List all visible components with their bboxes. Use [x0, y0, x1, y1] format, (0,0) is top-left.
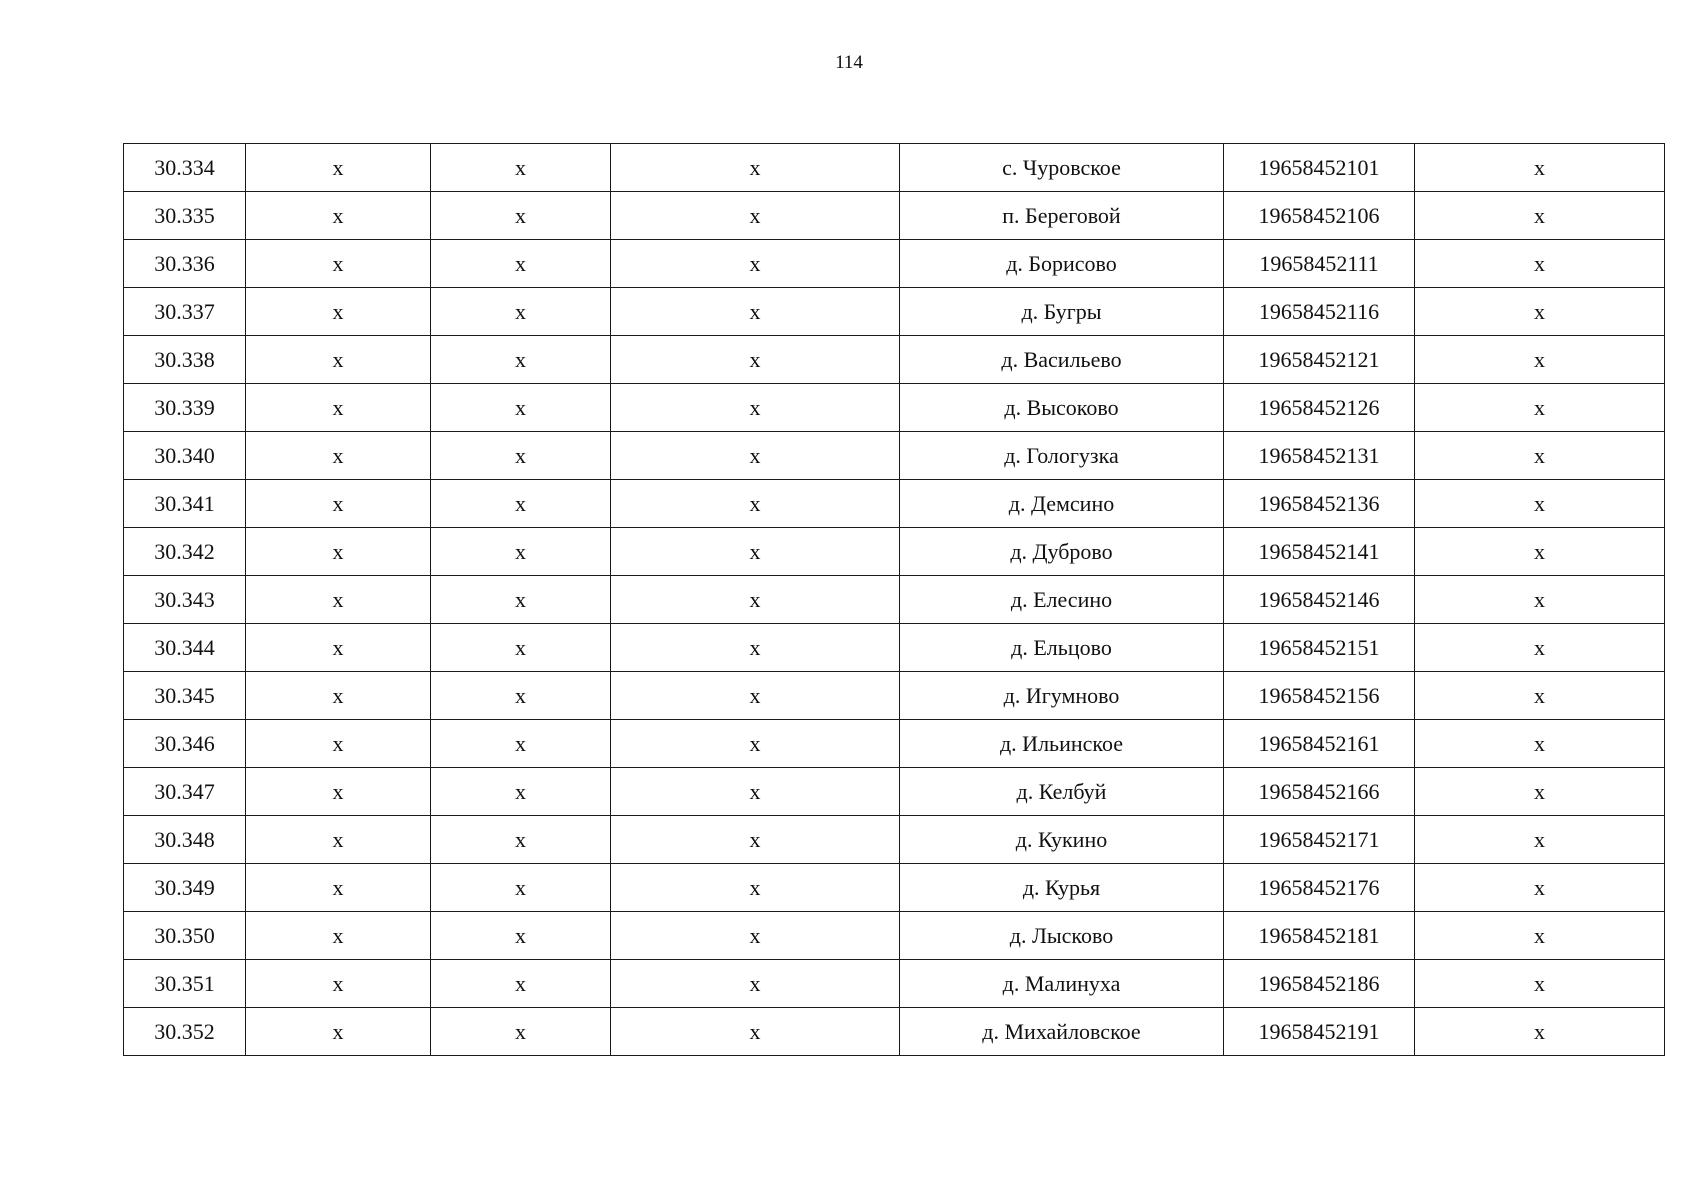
x-cell: x [611, 960, 900, 1008]
settlement-name-cell: д. Васильево [900, 336, 1224, 384]
x-cell: x [611, 576, 900, 624]
oktmo-code-cell: 19658452136 [1224, 480, 1415, 528]
x-cell: x [246, 432, 431, 480]
oktmo-code-cell: 19658452151 [1224, 624, 1415, 672]
x-cell: x [1415, 528, 1665, 576]
x-cell: x [1415, 480, 1665, 528]
x-cell: x [246, 816, 431, 864]
x-cell: x [431, 144, 611, 192]
x-cell: x [431, 384, 611, 432]
settlement-name-cell: д. Михайловское [900, 1008, 1224, 1056]
row-number-cell: 30.348 [124, 816, 246, 864]
x-cell: x [1415, 432, 1665, 480]
x-cell: x [246, 864, 431, 912]
x-cell: x [1415, 672, 1665, 720]
x-cell: x [611, 192, 900, 240]
table-row [124, 960, 1665, 1008]
x-cell: x [431, 336, 611, 384]
settlement-name-cell: д. Курья [900, 864, 1224, 912]
table-row [124, 336, 1665, 384]
x-cell: x [611, 384, 900, 432]
x-cell: x [611, 720, 900, 768]
x-cell: x [246, 960, 431, 1008]
x-cell: x [246, 192, 431, 240]
x-cell: x [431, 864, 611, 912]
row-number-cell: 30.337 [124, 288, 246, 336]
x-cell: x [611, 432, 900, 480]
x-cell: x [431, 528, 611, 576]
settlement-name-cell: д. Кукино [900, 816, 1224, 864]
table-row [124, 576, 1665, 624]
x-cell: x [431, 192, 611, 240]
oktmo-code-cell: 19658452101 [1224, 144, 1415, 192]
x-cell: x [431, 480, 611, 528]
settlement-name-cell: д. Елесино [900, 576, 1224, 624]
oktmo-code-cell: 19658452176 [1224, 864, 1415, 912]
table-row [124, 240, 1665, 288]
x-cell: x [611, 816, 900, 864]
x-cell: x [246, 672, 431, 720]
x-cell: x [611, 288, 900, 336]
oktmo-code-cell: 19658452121 [1224, 336, 1415, 384]
table-row [124, 192, 1665, 240]
x-cell: x [611, 1008, 900, 1056]
x-cell: x [431, 624, 611, 672]
table-row [124, 1008, 1665, 1056]
x-cell: x [611, 240, 900, 288]
table-row [124, 912, 1665, 960]
settlement-name-cell: д. Гологузка [900, 432, 1224, 480]
row-number-cell: 30.335 [124, 192, 246, 240]
row-number-cell: 30.349 [124, 864, 246, 912]
x-cell: x [431, 576, 611, 624]
x-cell: x [1415, 384, 1665, 432]
settlement-name-cell: д. Лысково [900, 912, 1224, 960]
oktmo-code-cell: 19658452161 [1224, 720, 1415, 768]
settlements-table [123, 143, 1665, 1056]
settlement-name-cell: д. Бугры [900, 288, 1224, 336]
x-cell: x [611, 912, 900, 960]
oktmo-code-cell: 19658452166 [1224, 768, 1415, 816]
row-number-cell: 30.339 [124, 384, 246, 432]
x-cell: x [431, 240, 611, 288]
x-cell: x [1415, 864, 1665, 912]
settlement-name-cell: д. Дуброво [900, 528, 1224, 576]
x-cell: x [246, 720, 431, 768]
settlement-name-cell: д. Игумново [900, 672, 1224, 720]
x-cell: x [1415, 144, 1665, 192]
oktmo-code-cell: 19658452181 [1224, 912, 1415, 960]
table-row [124, 768, 1665, 816]
settlement-name-cell: с. Чуровское [900, 144, 1224, 192]
table-row [124, 480, 1665, 528]
x-cell: x [431, 720, 611, 768]
table-row [124, 288, 1665, 336]
page-number: 114 [835, 52, 863, 73]
x-cell: x [431, 768, 611, 816]
x-cell: x [246, 912, 431, 960]
table-row [124, 720, 1665, 768]
oktmo-code-cell: 19658452186 [1224, 960, 1415, 1008]
oktmo-code-cell: 19658452116 [1224, 288, 1415, 336]
x-cell: x [611, 144, 900, 192]
row-number-cell: 30.342 [124, 528, 246, 576]
table-row [124, 816, 1665, 864]
x-cell: x [246, 1008, 431, 1056]
oktmo-code-cell: 19658452156 [1224, 672, 1415, 720]
oktmo-code-cell: 19658452126 [1224, 384, 1415, 432]
x-cell: x [1415, 192, 1665, 240]
oktmo-code-cell: 19658452171 [1224, 816, 1415, 864]
table-row [124, 672, 1665, 720]
x-cell: x [611, 672, 900, 720]
settlement-name-cell: д. Демсино [900, 480, 1224, 528]
settlement-name-cell: д. Малинуха [900, 960, 1224, 1008]
x-cell: x [246, 624, 431, 672]
x-cell: x [611, 768, 900, 816]
table-row [124, 144, 1665, 192]
row-number-cell: 30.334 [124, 144, 246, 192]
x-cell: x [431, 288, 611, 336]
x-cell: x [1415, 624, 1665, 672]
x-cell: x [246, 240, 431, 288]
x-cell: x [246, 480, 431, 528]
x-cell: x [1415, 720, 1665, 768]
x-cell: x [246, 288, 431, 336]
row-number-cell: 30.347 [124, 768, 246, 816]
row-number-cell: 30.351 [124, 960, 246, 1008]
x-cell: x [246, 576, 431, 624]
x-cell: x [1415, 288, 1665, 336]
settlement-name-cell: д. Ельцово [900, 624, 1224, 672]
oktmo-code-cell: 19658452131 [1224, 432, 1415, 480]
x-cell: x [1415, 336, 1665, 384]
x-cell: x [246, 336, 431, 384]
x-cell: x [611, 336, 900, 384]
x-cell: x [431, 1008, 611, 1056]
x-cell: x [246, 384, 431, 432]
x-cell: x [1415, 240, 1665, 288]
x-cell: x [611, 624, 900, 672]
x-cell: x [431, 432, 611, 480]
x-cell: x [1415, 768, 1665, 816]
oktmo-code-cell: 19658452141 [1224, 528, 1415, 576]
row-number-cell: 30.338 [124, 336, 246, 384]
x-cell: x [1415, 960, 1665, 1008]
x-cell: x [431, 960, 611, 1008]
settlement-name-cell: п. Береговой [900, 192, 1224, 240]
x-cell: x [611, 528, 900, 576]
oktmo-code-cell: 19658452191 [1224, 1008, 1415, 1056]
x-cell: x [431, 672, 611, 720]
x-cell: x [1415, 576, 1665, 624]
x-cell: x [611, 864, 900, 912]
row-number-cell: 30.352 [124, 1008, 246, 1056]
settlement-name-cell: д. Высоково [900, 384, 1224, 432]
oktmo-code-cell: 19658452106 [1224, 192, 1415, 240]
row-number-cell: 30.341 [124, 480, 246, 528]
x-cell: x [431, 912, 611, 960]
row-number-cell: 30.350 [124, 912, 246, 960]
table-row [124, 528, 1665, 576]
row-number-cell: 30.345 [124, 672, 246, 720]
table-row [124, 432, 1665, 480]
table-row [124, 624, 1665, 672]
x-cell: x [246, 144, 431, 192]
x-cell: x [611, 480, 900, 528]
row-number-cell: 30.340 [124, 432, 246, 480]
x-cell: x [1415, 1008, 1665, 1056]
row-number-cell: 30.346 [124, 720, 246, 768]
row-number-cell: 30.336 [124, 240, 246, 288]
table-body [124, 144, 1665, 1056]
x-cell: x [1415, 816, 1665, 864]
table-row [124, 384, 1665, 432]
settlement-name-cell: д. Келбуй [900, 768, 1224, 816]
settlement-name-cell: д. Борисово [900, 240, 1224, 288]
row-number-cell: 30.343 [124, 576, 246, 624]
row-number-cell: 30.344 [124, 624, 246, 672]
x-cell: x [246, 528, 431, 576]
table-row [124, 864, 1665, 912]
oktmo-code-cell: 19658452146 [1224, 576, 1415, 624]
settlement-name-cell: д. Ильинское [900, 720, 1224, 768]
x-cell: x [1415, 912, 1665, 960]
x-cell: x [431, 816, 611, 864]
oktmo-code-cell: 19658452111 [1224, 240, 1415, 288]
x-cell: x [246, 768, 431, 816]
